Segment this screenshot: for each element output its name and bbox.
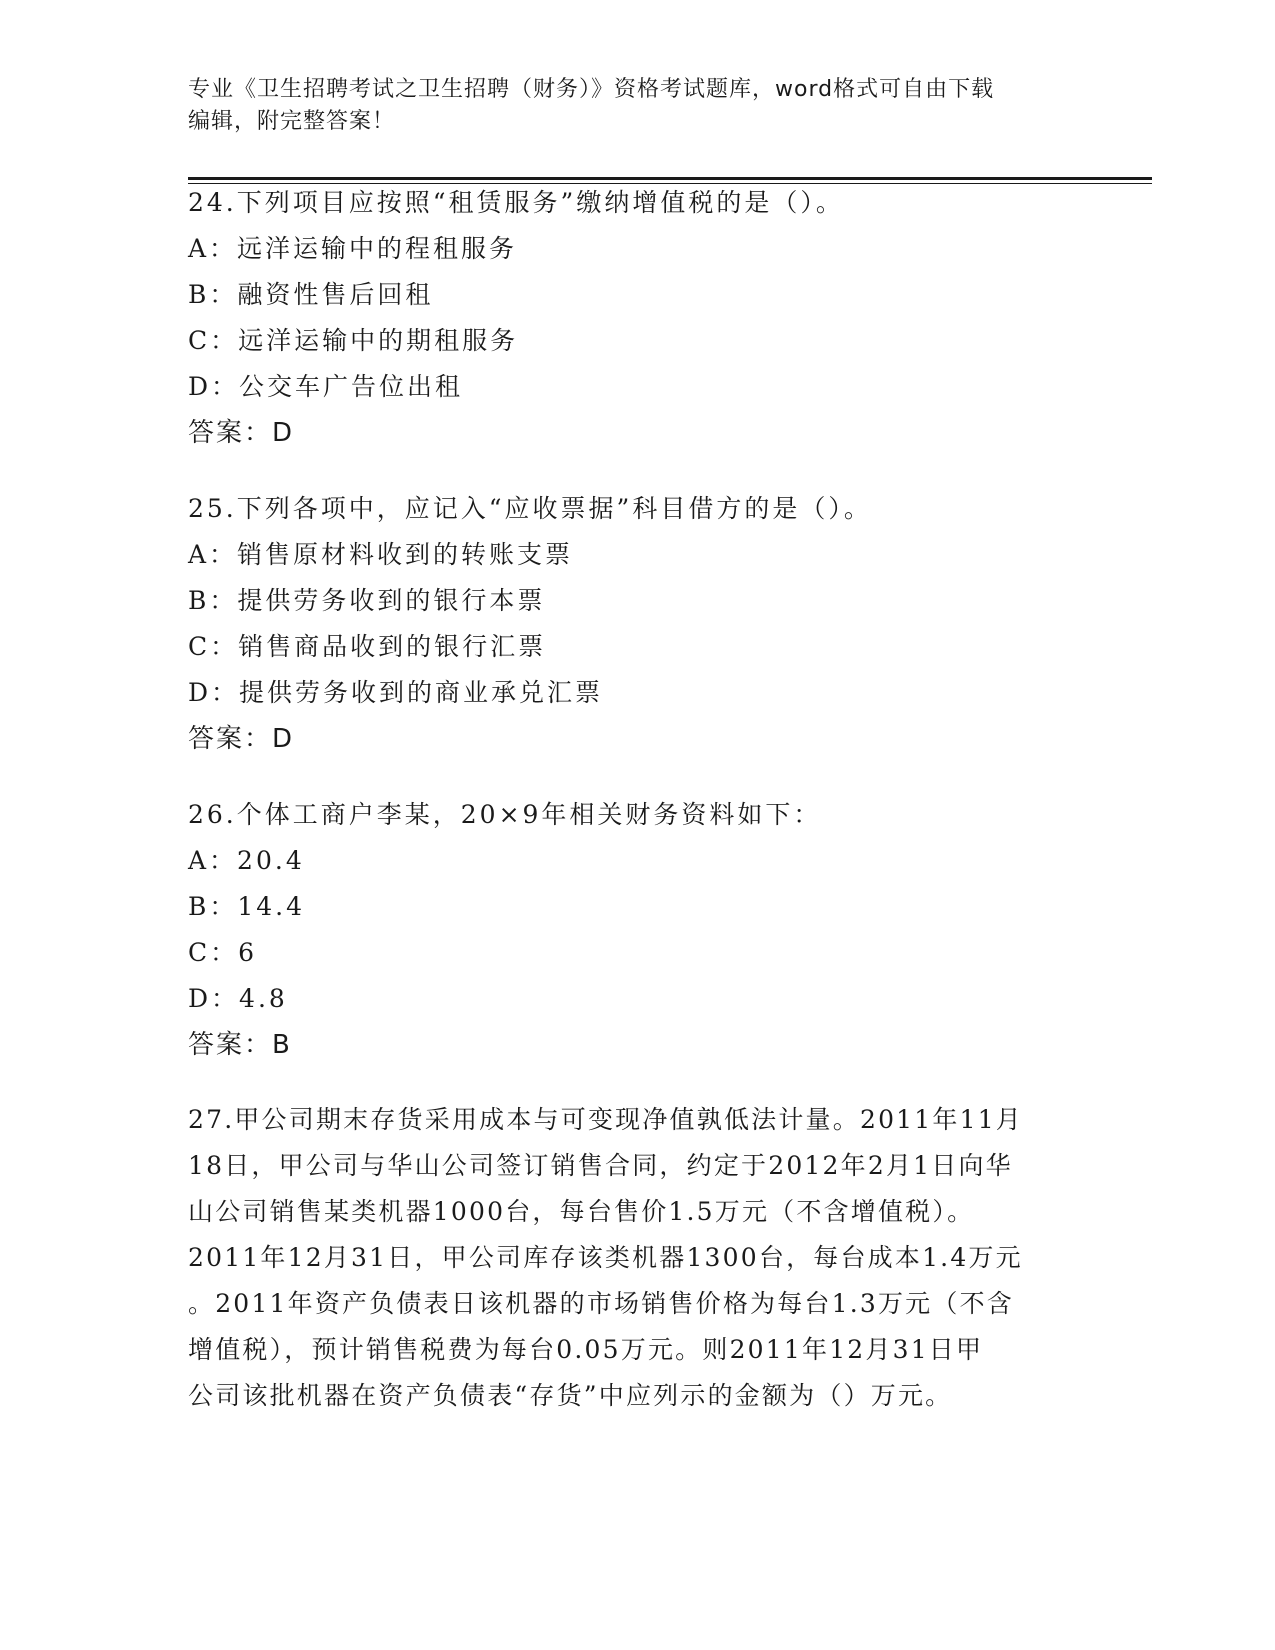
question-line: 公司该批机器在资产负债表“存货”中应列示的金额为（）万元。 xyxy=(188,1381,953,1410)
question-line: 18日，甲公司与华山公司签订销售合同，约定于2012年2月1日向华 xyxy=(188,1151,1013,1180)
answer: 答案：D xyxy=(188,724,295,754)
question-line: 27.甲公司期末存货采用成本与可变现净值孰低法计量。2011年11月 xyxy=(188,1105,1023,1134)
option-b: B：提供劳务收到的银行本票 xyxy=(188,586,546,615)
question-stem: 25.下列各项中，应记入“应收票据”科目借方的是（）。 xyxy=(188,494,872,523)
document-header xyxy=(188,74,1068,138)
option-a: A：销售原材料收到的转账支票 xyxy=(188,540,574,569)
question-stem: 26.个体工商户李某，20×9年相关财务资料如下： xyxy=(188,800,822,829)
question-line: 山公司销售某类机器1000台，每台售价1.5万元（不含增值税）。 xyxy=(188,1197,975,1226)
header-line-1: 专业《卫生招聘考试之卫生招聘（财务）》资格考试题库，word格式可自由下载 xyxy=(188,77,995,102)
option-d: D：4.8 xyxy=(188,984,288,1013)
header-line-2: 编辑，附完整答案！ xyxy=(188,109,396,134)
question-26 xyxy=(188,792,1088,1068)
question-line: 2011年12月31日，甲公司库存该类机器1300台，每台成本1.4万元 xyxy=(188,1243,1023,1272)
question-line: 增值税），预计销售税费为每台0.05万元。则2011年12月31日甲 xyxy=(188,1335,984,1364)
answer: 答案：D xyxy=(188,418,295,448)
option-a: A：远洋运输中的程租服务 xyxy=(188,234,518,263)
question-line: 。2011年资产负债表日该机器的市场销售价格为每台1.3万元（不含 xyxy=(188,1289,1014,1318)
question-25 xyxy=(188,486,1088,762)
option-b: B：14.4 xyxy=(188,892,306,921)
question-stem: 24.下列项目应按照“租赁服务”缴纳增值税的是（）。 xyxy=(188,188,844,217)
option-d: D：提供劳务收到的商业承兑汇票 xyxy=(188,678,604,707)
question-27 xyxy=(188,1097,1088,1419)
option-b: B：融资性售后回租 xyxy=(188,280,434,309)
option-c: C：6 xyxy=(188,938,258,967)
option-c: C：销售商品收到的银行汇票 xyxy=(188,632,547,661)
answer: 答案：B xyxy=(188,1030,292,1060)
option-d: D：公交车广告位出租 xyxy=(188,372,464,401)
question-24 xyxy=(188,180,1088,456)
option-c: C：远洋运输中的期租服务 xyxy=(188,326,519,355)
option-a: A：20.4 xyxy=(188,846,305,875)
